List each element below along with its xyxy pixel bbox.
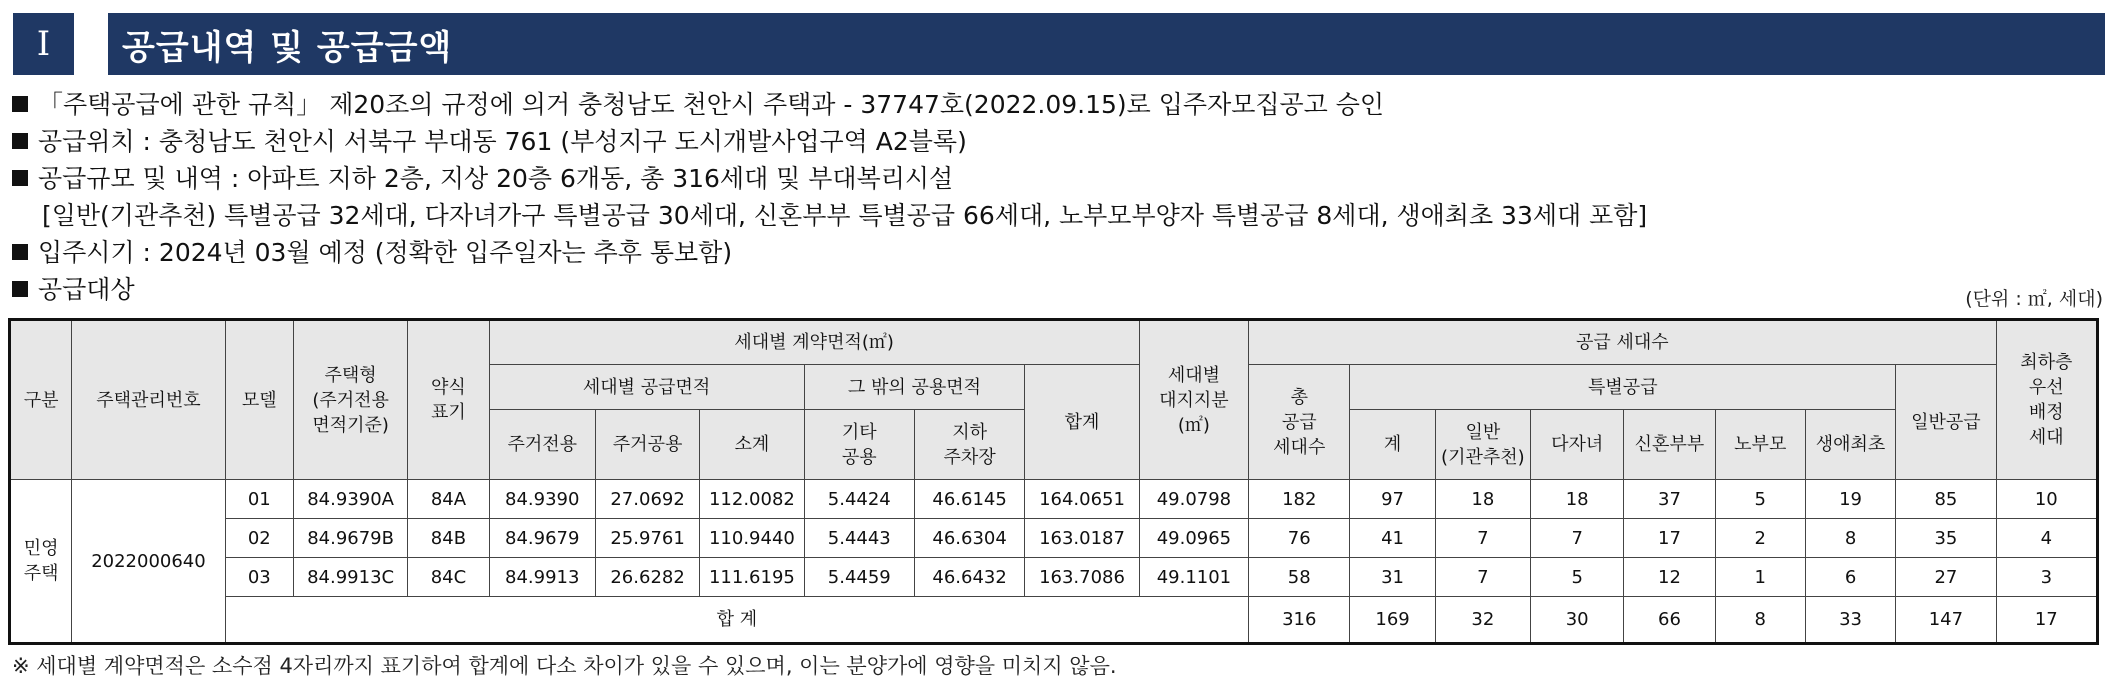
header-total: 합계	[1025, 365, 1139, 480]
header-parking: 지하 주차장	[914, 410, 1024, 480]
supply-table	[8, 318, 2099, 645]
table-cell: 85	[1896, 480, 1996, 519]
table-cell: 2	[1715, 519, 1805, 558]
table-cell: 46.6304	[914, 519, 1024, 558]
table-cell: 46.6432	[914, 558, 1024, 597]
table-cell: 163.0187	[1025, 519, 1139, 558]
table-cell: 46.6145	[914, 480, 1024, 519]
header-sp-general: 일반 (기관추천)	[1435, 410, 1530, 480]
table-cell: 164.0651	[1025, 480, 1139, 519]
table-cell: 4	[1996, 519, 2097, 558]
table-cell: 5.4459	[804, 558, 914, 597]
table-cell: 58	[1249, 558, 1350, 597]
header-supply-area: 세대별 공급면적	[489, 365, 804, 410]
header-lowest-floor: 최하층 우선 배정 세대	[1996, 320, 2097, 480]
table-cell: 84.9679	[489, 519, 595, 558]
square-bullet-icon	[12, 244, 28, 260]
table-cell: 02	[225, 519, 293, 558]
bullet-scale-detail: [일반(기관추천) 특별공급 32세대, 다자녀가구 특별공급 30세대, 신혼부부 특별공급 66세대, 노부모부양자 특별공급 8세대, 생애최초 33세대 포함]	[42, 201, 1648, 230]
table-cell: 7	[1435, 519, 1530, 558]
section-title: 공급내역 및 공급금액	[108, 13, 2105, 75]
table-cell: 49.0798	[1139, 480, 1248, 519]
table-cell: 112.0082	[700, 480, 804, 519]
table-row	[10, 480, 2098, 519]
table-row	[10, 558, 2098, 597]
table-cell: 27	[1896, 558, 1996, 597]
table-cell: 1	[1715, 558, 1805, 597]
total-cell: 8	[1715, 597, 1805, 644]
header-house-type: 주택형 (주거전용 면적기준)	[293, 320, 407, 480]
header-total-units: 총 공급 세대수	[1249, 365, 1350, 480]
header-category: 구분	[10, 320, 72, 480]
total-cell: 33	[1805, 597, 1895, 644]
table-cell: 26.6282	[595, 558, 699, 597]
table-row	[10, 519, 2098, 558]
table-cell: 5.4443	[804, 519, 914, 558]
table-cell: 5	[1715, 480, 1805, 519]
table-cell: 7	[1435, 558, 1530, 597]
header-mgmt-no: 주택관리번호	[72, 320, 226, 480]
table-cell: 7	[1531, 519, 1624, 558]
table-cell: 49.0965	[1139, 519, 1248, 558]
total-cell: 169	[1350, 597, 1435, 644]
table-cell: 17	[1624, 519, 1715, 558]
square-bullet-icon	[12, 170, 28, 186]
header-sp-multi: 다자녀	[1531, 410, 1624, 480]
table-cell: 84.9390A	[293, 480, 407, 519]
header-other-area: 그 밖의 공용면적	[804, 365, 1025, 410]
total-cell: 32	[1435, 597, 1530, 644]
bullet-move-in: 입주시기 : 2024년 03월 예정 (정확한 입주일자는 추후 통보함)	[10, 234, 2105, 271]
header-common: 주거공용	[595, 410, 699, 480]
bullet-list	[10, 86, 2105, 308]
header-special: 특별공급	[1350, 365, 1896, 410]
table-cell: 01	[225, 480, 293, 519]
bullet-location: 공급위치 : 충청남도 천안시 서북구 부대동 761 (부성지구 도시개발사업구역 A2블록)	[10, 123, 2105, 160]
section-number: I	[13, 13, 74, 75]
header-supply-units: 공급 세대수	[1249, 320, 1996, 365]
table-cell: 31	[1350, 558, 1435, 597]
table-cell: 182	[1249, 480, 1350, 519]
bullet-approval: 「주택공급에 관한 규칙」 제20조의 규정에 의거 충청남도 천안시 주택과 - 37747호(2022.09.15)로 입주자모집공고 승인	[10, 86, 2105, 123]
total-label: 합 계	[225, 597, 1248, 644]
table-cell: 18	[1435, 480, 1530, 519]
table-cell: 27.0692	[595, 480, 699, 519]
table-cell: 49.1101	[1139, 558, 1248, 597]
header-model: 모델	[225, 320, 293, 480]
table-cell: 76	[1249, 519, 1350, 558]
header-contract-area: 세대별 계약면적(㎡)	[489, 320, 1139, 365]
table-cell: 03	[225, 558, 293, 597]
total-cell: 316	[1249, 597, 1350, 644]
mgmt-no-cell: 2022000640	[72, 480, 226, 644]
table-cell: 35	[1896, 519, 1996, 558]
table-cell: 84.9679B	[293, 519, 407, 558]
table-cell: 25.9761	[595, 519, 699, 558]
table-cell: 37	[1624, 480, 1715, 519]
table-cell: 19	[1805, 480, 1895, 519]
bullet-supply-target: 공급대상	[10, 271, 2105, 308]
table-cell: 12	[1624, 558, 1715, 597]
table-cell: 41	[1350, 519, 1435, 558]
table-cell: 84A	[408, 480, 489, 519]
total-cell: 17	[1996, 597, 2097, 644]
square-bullet-icon	[12, 281, 28, 297]
table-cell: 163.7086	[1025, 558, 1139, 597]
header-abbr: 약식 표기	[408, 320, 489, 480]
square-bullet-icon	[12, 96, 28, 112]
header-sp-sum: 계	[1350, 410, 1435, 480]
table-cell: 6	[1805, 558, 1895, 597]
header-general-supply: 일반공급	[1896, 365, 1996, 480]
footnote: ※ 세대별 계약면적은 소수점 4자리까지 표기하여 합계에 다소 차이가 있을 수 있으며, 이는 분양가에 영향을 미치지 않음.	[12, 654, 1117, 678]
header-land-share: 세대별 대지지분 (㎡)	[1139, 320, 1248, 480]
table-cell: 84B	[408, 519, 489, 558]
table-cell: 110.9440	[700, 519, 804, 558]
category-cell: 민영 주택	[10, 480, 72, 644]
header-sp-parents: 노부모	[1715, 410, 1805, 480]
table-cell: 3	[1996, 558, 2097, 597]
table-cell: 10	[1996, 480, 2097, 519]
table-cell: 5.4424	[804, 480, 914, 519]
table-cell: 8	[1805, 519, 1895, 558]
header-excl: 주거전용	[489, 410, 595, 480]
table-cell: 111.6195	[700, 558, 804, 597]
total-row	[10, 597, 2098, 644]
table-cell: 18	[1531, 480, 1624, 519]
table-cell: 84C	[408, 558, 489, 597]
header-sp-first: 생애최초	[1805, 410, 1895, 480]
unit-note: (단위 : ㎡, 세대)	[1965, 288, 2103, 310]
total-cell: 66	[1624, 597, 1715, 644]
table-cell: 5	[1531, 558, 1624, 597]
total-cell: 30	[1531, 597, 1624, 644]
header-sp-newlywed: 신혼부부	[1624, 410, 1715, 480]
header-subtotal: 소계	[700, 410, 804, 480]
total-cell: 147	[1896, 597, 1996, 644]
bullet-scale: 공급규모 및 내역 : 아파트 지하 2층, 지상 20층 6개동, 총 316세대 및 부대복리시설	[10, 160, 2105, 197]
square-bullet-icon	[12, 133, 28, 149]
table-cell: 84.9913C	[293, 558, 407, 597]
header-other-common: 기타 공용	[804, 410, 914, 480]
table-cell: 97	[1350, 480, 1435, 519]
table-cell: 84.9913	[489, 558, 595, 597]
table-cell: 84.9390	[489, 480, 595, 519]
